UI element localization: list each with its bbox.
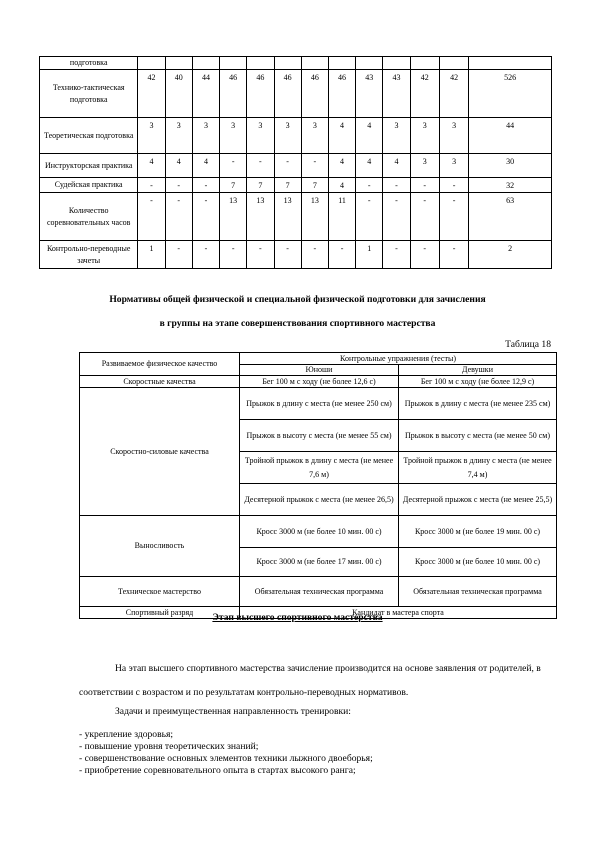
table-row xyxy=(40,70,552,118)
power-boys-3: Тройной прыжок в длину с места (не менее 7,6 м) xyxy=(240,452,399,484)
cell-value: 1 xyxy=(356,241,383,269)
row-label: Судейская практика xyxy=(40,178,138,193)
cell-value: 3 xyxy=(301,118,328,154)
cell-value: - xyxy=(410,241,439,269)
cell-value xyxy=(247,57,274,70)
cell-value: 3 xyxy=(439,118,468,154)
cell-value: 3 xyxy=(383,118,410,154)
cell-value: - xyxy=(192,193,219,241)
cell-value: 46 xyxy=(247,70,274,118)
cell-value: - xyxy=(410,178,439,193)
cell-value xyxy=(328,57,355,70)
cell-value: 44 xyxy=(469,118,552,154)
cell-value: 4 xyxy=(356,154,383,178)
cell-value: 43 xyxy=(356,70,383,118)
cell-value: 4 xyxy=(328,154,355,178)
cell-value xyxy=(138,57,165,70)
row-label: Теоретическая подготовка xyxy=(40,118,138,154)
cell-value: 46 xyxy=(274,70,301,118)
cell-value: - xyxy=(165,241,192,269)
quality-power: Скоростно-силовые качества xyxy=(80,388,240,516)
power-boys-2: Прыжок в высоту с места (не менее 55 см) xyxy=(240,420,399,452)
endurance-boys-2: Кросс 3000 м (не более 17 мин. 00 с) xyxy=(240,548,399,577)
cell-value: 11 xyxy=(328,193,355,241)
cell-value: 4 xyxy=(138,154,165,178)
row-label: Контрольно-переводные зачеты xyxy=(40,241,138,269)
cell-value: 4 xyxy=(383,154,410,178)
speed-girls: Бег 100 м с ходу (не более 12,9 с) xyxy=(399,376,557,388)
cell-value: 43 xyxy=(383,70,410,118)
power-girls-3: Тройной прыжок в длину с места (не менее 7,4 м) xyxy=(399,452,557,484)
header-quality: Развиваемое физическое качество xyxy=(80,353,240,376)
section-title: Этап высшего спортивного мастерства xyxy=(212,612,383,623)
cell-value xyxy=(439,57,468,70)
technique-boys: Обязательная техническая программа xyxy=(240,577,399,607)
row-label: Инструкторская практика xyxy=(40,154,138,178)
norms-table xyxy=(79,352,557,619)
quality-technique: Техническое мастерство xyxy=(80,577,240,607)
list-item: - повышение уровня теоретических знаний; xyxy=(79,741,259,752)
cell-value: - xyxy=(439,193,468,241)
cell-value: - xyxy=(274,154,301,178)
power-girls-1: Прыжок в длину с места (не менее 235 см) xyxy=(399,388,557,420)
row-label: Количество соревновательных часов xyxy=(40,193,138,241)
list-item: - приобретение соревновательного опыта в стартах высокого ранга; xyxy=(79,765,356,776)
speed-boys: Бег 100 м с ходу (не более 12,6 с) xyxy=(240,376,399,388)
endurance-boys-1: Кросс 3000 м (не более 10 мин. 00 с) xyxy=(240,516,399,548)
power-boys-4: Десятерной прыжок с места (не менее 26,5) xyxy=(240,484,399,516)
list-item: - укрепление здоровья; xyxy=(79,729,174,740)
cell-value: 4 xyxy=(328,118,355,154)
tasks-intro xyxy=(79,705,555,719)
table-number: Таблица 18 xyxy=(505,339,551,350)
cell-value: 3 xyxy=(274,118,301,154)
list-item: - совершенствование основных элементов техники лыжного двоеборья; xyxy=(79,753,373,764)
cell-value xyxy=(220,57,247,70)
cell-value: - xyxy=(274,241,301,269)
header-girls: Девушки xyxy=(399,365,557,376)
cell-value: 7 xyxy=(274,178,301,193)
cell-value: 1 xyxy=(138,241,165,269)
cell-value xyxy=(301,57,328,70)
cell-value: 13 xyxy=(247,193,274,241)
quality-endurance: Выносливость xyxy=(80,516,240,577)
cell-value: - xyxy=(165,193,192,241)
endurance-girls-2: Кросс 3000 м (не более 10 мин. 00 с) xyxy=(399,548,557,577)
cell-value: - xyxy=(247,154,274,178)
cell-value xyxy=(274,57,301,70)
cell-value: 32 xyxy=(469,178,552,193)
cell-value: - xyxy=(439,178,468,193)
cell-value: 46 xyxy=(301,70,328,118)
cell-value: - xyxy=(328,241,355,269)
cell-value: 40 xyxy=(165,70,192,118)
cell-value: 63 xyxy=(469,193,552,241)
cell-value xyxy=(165,57,192,70)
header-boys: Юноши xyxy=(240,365,399,376)
paragraph-text: На этап высшего спортивного мастерства зачисление производится на основе заявления от родителей, в соответствии с возрастом и по результатам контрольно-переводных нормативов. xyxy=(79,663,541,698)
cell-value: - xyxy=(383,178,410,193)
cell-value: 13 xyxy=(220,193,247,241)
cell-value: - xyxy=(138,178,165,193)
cell-value: - xyxy=(301,241,328,269)
cell-value xyxy=(410,57,439,70)
cell-value: 3 xyxy=(192,118,219,154)
table-row xyxy=(40,118,552,154)
cell-value: - xyxy=(383,241,410,269)
cell-value: 30 xyxy=(469,154,552,178)
cell-value: 3 xyxy=(138,118,165,154)
cell-value: 3 xyxy=(410,118,439,154)
cell-value: 7 xyxy=(220,178,247,193)
row-label: подготовка xyxy=(40,57,138,70)
cell-value: 42 xyxy=(138,70,165,118)
table-row xyxy=(40,193,552,241)
power-girls-4: Десятерной прыжок с места (не менее 25,5) xyxy=(399,484,557,516)
paragraph xyxy=(79,657,555,705)
table-row xyxy=(40,154,552,178)
cell-value: - xyxy=(439,241,468,269)
cell-value: 3 xyxy=(165,118,192,154)
header-tests: Контрольные упражнения (тесты) xyxy=(240,353,557,365)
cell-value: 3 xyxy=(410,154,439,178)
rank-value: Кандидат в мастера спорта xyxy=(240,607,557,619)
cell-value: 4 xyxy=(356,118,383,154)
cell-value: 42 xyxy=(410,70,439,118)
cell-value: 2 xyxy=(469,241,552,269)
table-row xyxy=(40,178,552,193)
cell-value: 3 xyxy=(220,118,247,154)
cell-value: - xyxy=(383,193,410,241)
table-row xyxy=(40,241,552,269)
power-boys-1: Прыжок в длину с места (не менее 250 см) xyxy=(240,388,399,420)
cell-value: 13 xyxy=(274,193,301,241)
norms-heading-line1: Нормативы общей физической и специальной физической подготовки для зачисления xyxy=(109,294,486,305)
cell-value: 526 xyxy=(469,70,552,118)
cell-value: - xyxy=(356,178,383,193)
technique-girls: Обязательная техническая программа xyxy=(399,577,557,607)
tasks-list xyxy=(79,729,555,777)
cell-value: - xyxy=(247,241,274,269)
cell-value: 4 xyxy=(192,154,219,178)
cell-value: - xyxy=(410,193,439,241)
tasks-intro-text: Задачи и преимущественная направленность тренировки: xyxy=(115,706,351,717)
cell-value xyxy=(383,57,410,70)
cell-value xyxy=(469,57,552,70)
row-label: Технико-тактическая подготовка xyxy=(40,70,138,118)
cell-value: 7 xyxy=(247,178,274,193)
cell-value: 42 xyxy=(439,70,468,118)
cell-value: - xyxy=(165,178,192,193)
cell-value: 7 xyxy=(301,178,328,193)
cell-value: 4 xyxy=(328,178,355,193)
cell-value: - xyxy=(301,154,328,178)
cell-value: 44 xyxy=(192,70,219,118)
quality-speed: Скоростные качества xyxy=(80,376,240,388)
cell-value xyxy=(356,57,383,70)
cell-value: - xyxy=(192,178,219,193)
table-row xyxy=(40,57,552,70)
cell-value: - xyxy=(138,193,165,241)
cell-value: 46 xyxy=(328,70,355,118)
cell-value: - xyxy=(356,193,383,241)
cell-value: 3 xyxy=(247,118,274,154)
norms-heading-line2: в группы на этапе совершенствования спортивного мастерства xyxy=(159,318,436,329)
cell-value: - xyxy=(220,154,247,178)
cell-value: 3 xyxy=(439,154,468,178)
cell-value: - xyxy=(220,241,247,269)
cell-value: - xyxy=(192,241,219,269)
quality-rank: Спортивный разряд xyxy=(80,607,240,619)
cell-value: 4 xyxy=(165,154,192,178)
training-hours-table xyxy=(39,56,552,269)
cell-value: 13 xyxy=(301,193,328,241)
cell-value xyxy=(192,57,219,70)
endurance-girls-1: Кросс 3000 м (не более 19 мин. 00 с) xyxy=(399,516,557,548)
cell-value: 46 xyxy=(220,70,247,118)
power-girls-2: Прыжок в высоту с места (не менее 50 см) xyxy=(399,420,557,452)
